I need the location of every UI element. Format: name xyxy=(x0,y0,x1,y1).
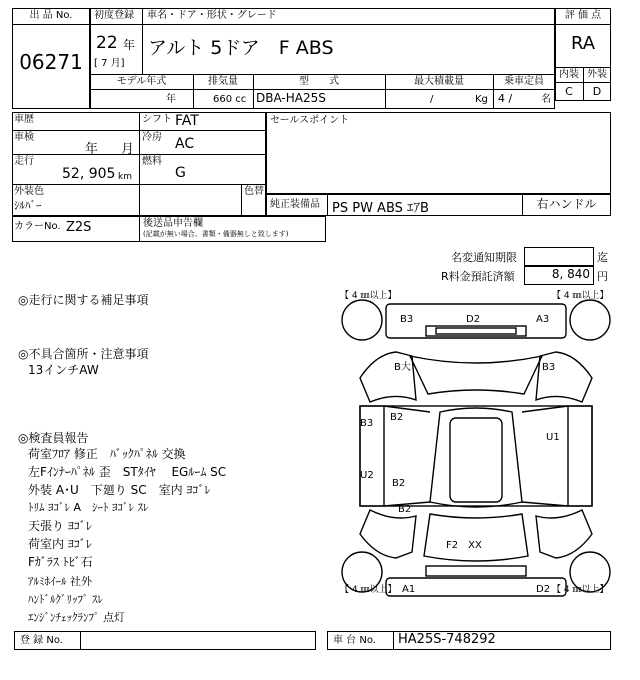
displacement-label: 排気量 xyxy=(208,76,238,87)
equipment-value: PS PW ABS ｴｱB xyxy=(332,201,429,216)
capacity-label: 乗車定員 xyxy=(504,76,544,87)
mark-rear-mid: D2 xyxy=(466,314,481,325)
inspection-year-unit: 年 xyxy=(85,142,99,157)
eval-label: 評 価 点 xyxy=(564,10,602,21)
mark-front-left: A1 xyxy=(402,584,416,595)
handle-value: 右ハンドル xyxy=(536,197,597,211)
mark-right-doors: U1 xyxy=(546,432,560,443)
mark-roof-mid: B2 xyxy=(392,478,406,489)
reg-no-label: 登 録 No. xyxy=(20,635,63,646)
equipment-label: 純正装備品 xyxy=(270,199,320,210)
interior-label: 内装 xyxy=(559,69,579,80)
inspector-item: 天張り ﾖｺﾞﾚ xyxy=(28,519,92,533)
shift-value: FAT xyxy=(175,113,199,129)
mark-left-door-rear: U2 xyxy=(360,470,374,481)
defect-item: 13インチAW xyxy=(28,363,99,377)
delivery-label: 後送品申告欄 xyxy=(143,218,203,229)
exterior-grade: D xyxy=(592,85,602,98)
year-unit: 年 xyxy=(123,38,136,52)
eval-score: RA xyxy=(570,33,596,54)
name-change-unit: 迄 xyxy=(597,251,608,264)
max-load-unit: Kg xyxy=(475,94,488,105)
lot-number: 06271 xyxy=(19,50,83,74)
car-name: アルト 5ドア F ABS xyxy=(148,37,334,59)
inspector-item: ﾊﾝﾄﾞﾙｸﾞﾘｯﾌﾟ ｽﾚ xyxy=(28,593,103,606)
sales-point-label: セールスポイント xyxy=(270,115,350,126)
color-change-label: 色替 xyxy=(244,186,264,197)
car-damage-diagram xyxy=(340,290,612,602)
interior-grade: C xyxy=(565,85,573,98)
mark-rear-right: A3 xyxy=(536,314,550,325)
capacity-unit: 名 xyxy=(541,94,551,105)
chassis-label: 車 台 No. xyxy=(333,635,376,646)
model-year-unit: 年 xyxy=(166,94,176,105)
inspector-item: ｴﾝｼﾞﾝﾁｪｯｸﾗﾝﾌﾟ 点灯 xyxy=(28,611,125,624)
fuel-label: 燃料 xyxy=(142,156,162,167)
mark-left-qtr: B3 xyxy=(360,418,374,429)
mark-hood-left: B2 xyxy=(398,504,412,515)
mark-windshield: F2 XX xyxy=(446,540,482,551)
capacity: 4 / xyxy=(498,92,513,105)
inspector-label: ◎検査員報告 xyxy=(18,431,89,445)
tire-depth-front-left: 【 4 ㎜以上】 xyxy=(340,585,397,595)
recycle-amount: 8, 840 xyxy=(551,267,590,281)
lot-number-label: 出 品 No. xyxy=(29,10,73,21)
inspector-item: ｱﾙﾐﾎｲｰﾙ 社外 xyxy=(28,575,92,588)
name-label: 車名・ドア・形状・グレード xyxy=(147,10,277,21)
first-reg-label: 初度登録 xyxy=(94,10,134,21)
type-label: 型 式 xyxy=(299,76,339,87)
displacement: 660 cc xyxy=(213,94,247,105)
recycle-label: R料金預託済額 xyxy=(441,270,515,283)
driving-notes-label: ◎走行に関する補足事項 xyxy=(18,293,149,307)
mark-rear-panel: B大 xyxy=(394,362,411,373)
inspection-label: 車検 xyxy=(14,132,34,143)
inspector-item: 左Fｲﾝﾅｰﾊﾟﾈﾙ 歪 STﾀｲﾔ EGﾙｰﾑ SC xyxy=(28,465,227,479)
max-load-label: 最大積載量 xyxy=(414,76,464,87)
mark-rear-left: B3 xyxy=(400,314,414,325)
color-no-value: Z2S xyxy=(66,220,92,235)
tire-depth-rear-right: 【 4 ㎜以上】 xyxy=(552,291,609,301)
exterior-color-label: 外装色 xyxy=(14,186,44,197)
tire-depth-rear-left: 【 4 ㎜以上】 xyxy=(340,291,397,301)
cooling-label: 冷房 xyxy=(142,132,162,143)
recycle-unit: 円 xyxy=(597,270,608,283)
first-reg-year: 22 xyxy=(96,33,118,53)
mark-roof-rear: B2 xyxy=(390,412,404,423)
name-change-label: 名変通知期限 xyxy=(451,251,517,264)
inspection-month-unit: 月 xyxy=(121,142,135,157)
exterior-label: 外装 xyxy=(587,69,607,80)
mileage-unit: km xyxy=(118,172,132,182)
inspector-item: Fｶﾞﾗｽ ﾄﾋﾞ石 xyxy=(28,555,93,569)
mileage-value: 52, 905 xyxy=(62,166,116,182)
mark-right-rear-fender: B3 xyxy=(542,362,556,373)
name-change-box xyxy=(524,247,594,266)
inspector-item: 外装 A･U 下廻り SC 室内 ﾖｺﾞﾚ xyxy=(28,483,211,497)
color-no-label: カラーNo. xyxy=(14,221,61,232)
exterior-color-value: ｼﾙﾊﾞｰ xyxy=(14,199,42,212)
delivery-note: (記載が無い場合、書類・備器無しと致します) xyxy=(143,230,289,238)
inspector-item: ﾄﾘﾑ ﾖｺﾞﾚ A ｼｰﾄ ﾖｺﾞﾚ ｽﾚ xyxy=(28,501,149,514)
cooling-value: AC xyxy=(175,136,195,152)
shift-label: シフト xyxy=(142,114,172,125)
first-reg-month: [ 7 月] xyxy=(94,58,125,69)
mark-front-right: D2 xyxy=(536,584,551,595)
model-type: DBA-HA25S xyxy=(256,91,326,105)
tire-depth-front-right: 【 4 ㎜以上】 xyxy=(552,585,609,595)
inspector-item: 荷室内 ﾖｺﾞﾚ xyxy=(28,537,92,551)
defects-label: ◎不具合箇所・注意事項 xyxy=(18,347,149,361)
fuel-value: G xyxy=(175,165,186,181)
history-label: 車歴 xyxy=(14,114,34,125)
max-load: / xyxy=(430,94,434,105)
chassis-number: HA25S-748292 xyxy=(398,632,496,647)
model-year-label: モデル年式 xyxy=(116,76,167,87)
mileage-label: 走行 xyxy=(14,156,34,167)
inspector-item: 荷室ﾌﾛｱ 修正 ﾊﾞｯｸﾊﾟﾈﾙ 交換 xyxy=(28,447,186,461)
